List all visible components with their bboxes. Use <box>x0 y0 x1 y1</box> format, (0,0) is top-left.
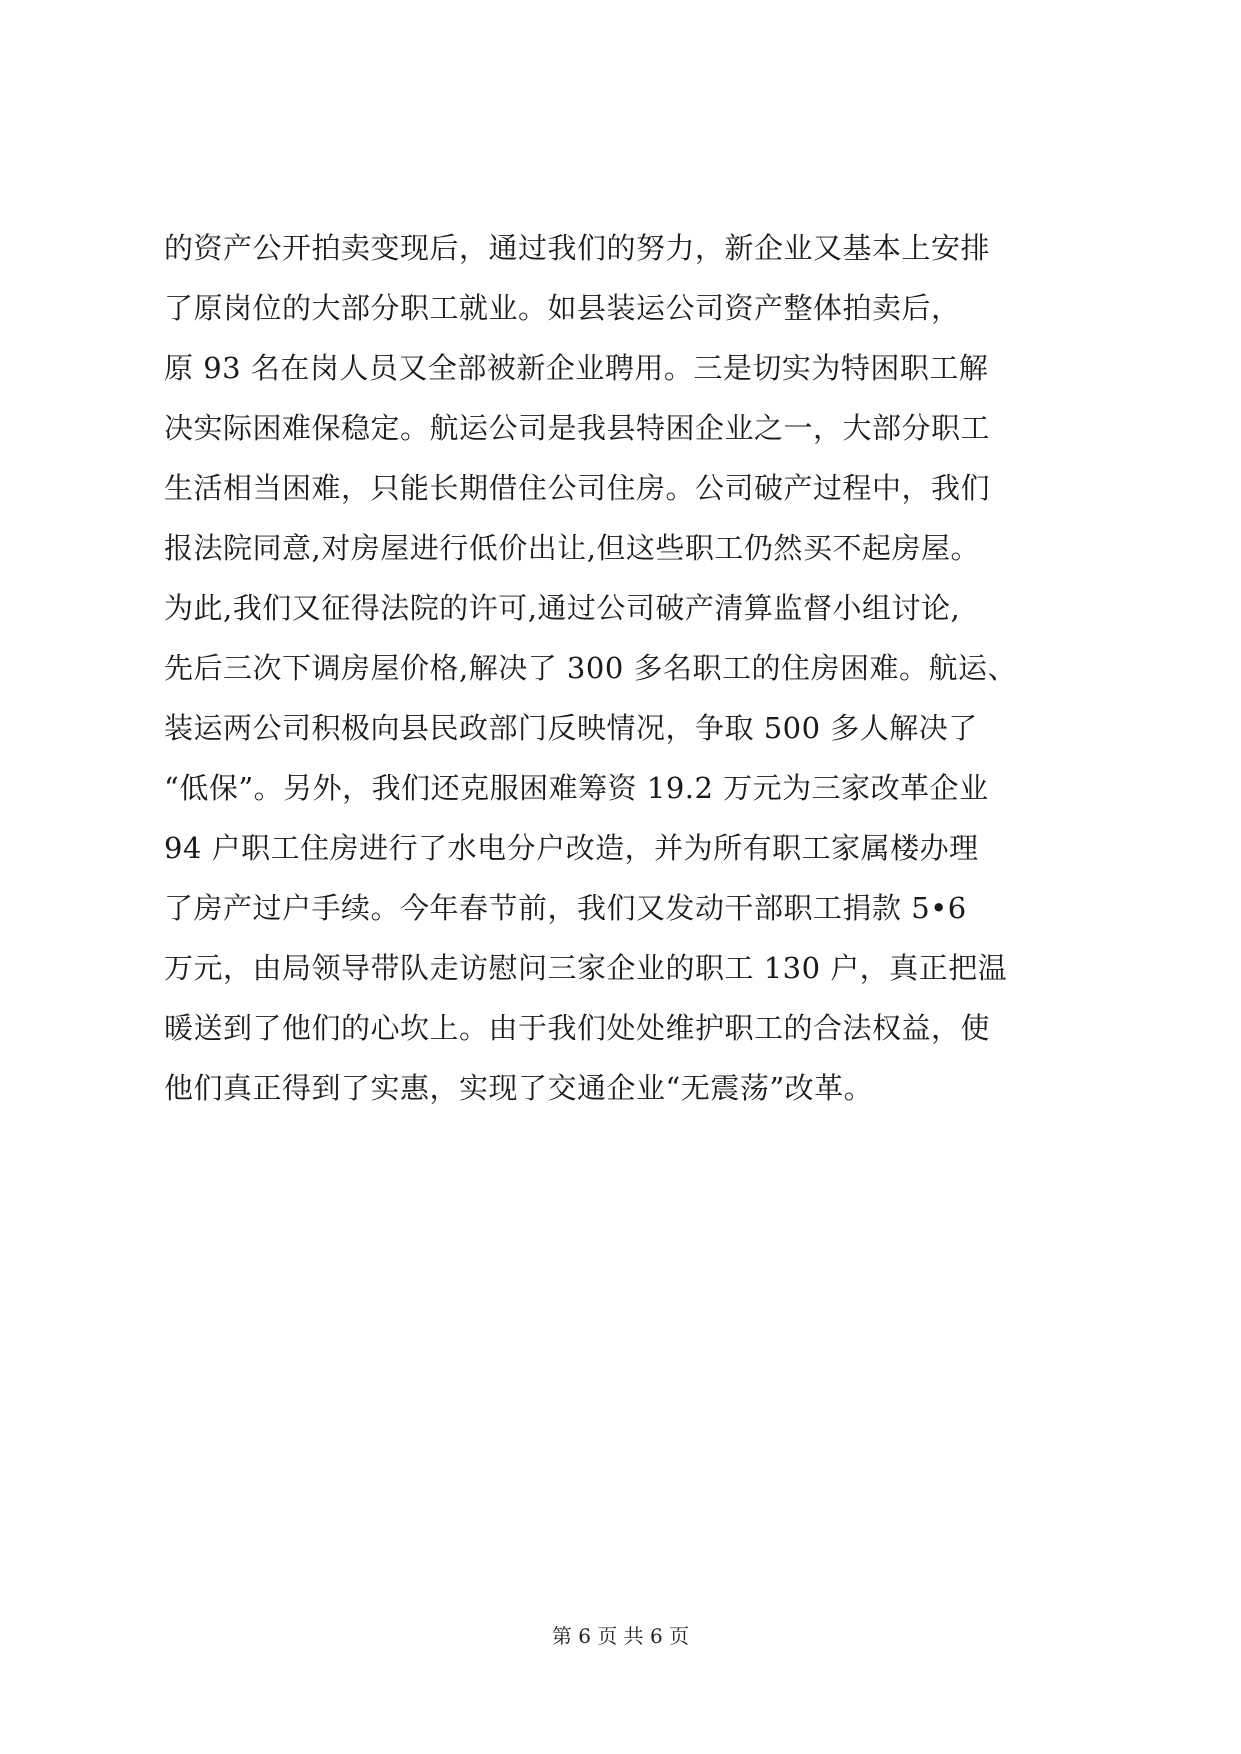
text-line-9: 装运两公司积极向县民政部门反映情况，争取 500 多人解决了 <box>164 711 978 745</box>
text-line-13: 万元，由局领导带队走访慰问三家企业的职工 130 户，真正把温 <box>164 951 1008 985</box>
text-line-1: 的资产公开拍卖变现后，通过我们的努力，新企业又基本上安排 <box>164 231 991 265</box>
text-line-7: 为此,我们又征得法院的许可,通过公司破产清算监督小组讨论, <box>164 591 961 625</box>
text-line-15: 他们真正得到了实惠，实现了交通企业“无震荡”改革。 <box>164 1071 874 1105</box>
text-line-4: 决实际困难保稳定。航运公司是我县特困企业之一，大部分职工 <box>164 411 991 445</box>
text-line-10: “低保”。另外，我们还克服困难筹资 19.2 万元为三家改革企业 <box>164 771 989 805</box>
text-line-14: 暖送到了他们的心坎上。由于我们处处维护职工的合法权益，使 <box>164 1011 991 1045</box>
text-line-3: 原 93 名在岗人员又全部被新企业聘用。三是切实为特困职工解 <box>164 351 989 385</box>
text-line-5: 生活相当困难，只能长期借住公司住房。公司破产过程中，我们 <box>164 471 991 505</box>
text-line-8: 先后三次下调房屋价格,解决了 300 多名职工的住房困难。航运、 <box>164 651 1018 685</box>
text-line-12: 了房产过户手续。今年春节前，我们又发动干部职工捐款 5•6 <box>164 891 967 925</box>
text-line-11: 94 户职工住房进行了水电分户改造，并为所有职工家属楼办理 <box>164 831 979 865</box>
text-line-6: 报法院同意,对房屋进行低价出让,但这些职工仍然买不起房屋。 <box>164 531 980 565</box>
page-number-footer: 第 6 页 共 6 页 <box>551 1624 690 1648</box>
text-line-2: 了原岗位的大部分职工就业。如县装运公司资产整体拍卖后， <box>164 291 961 325</box>
